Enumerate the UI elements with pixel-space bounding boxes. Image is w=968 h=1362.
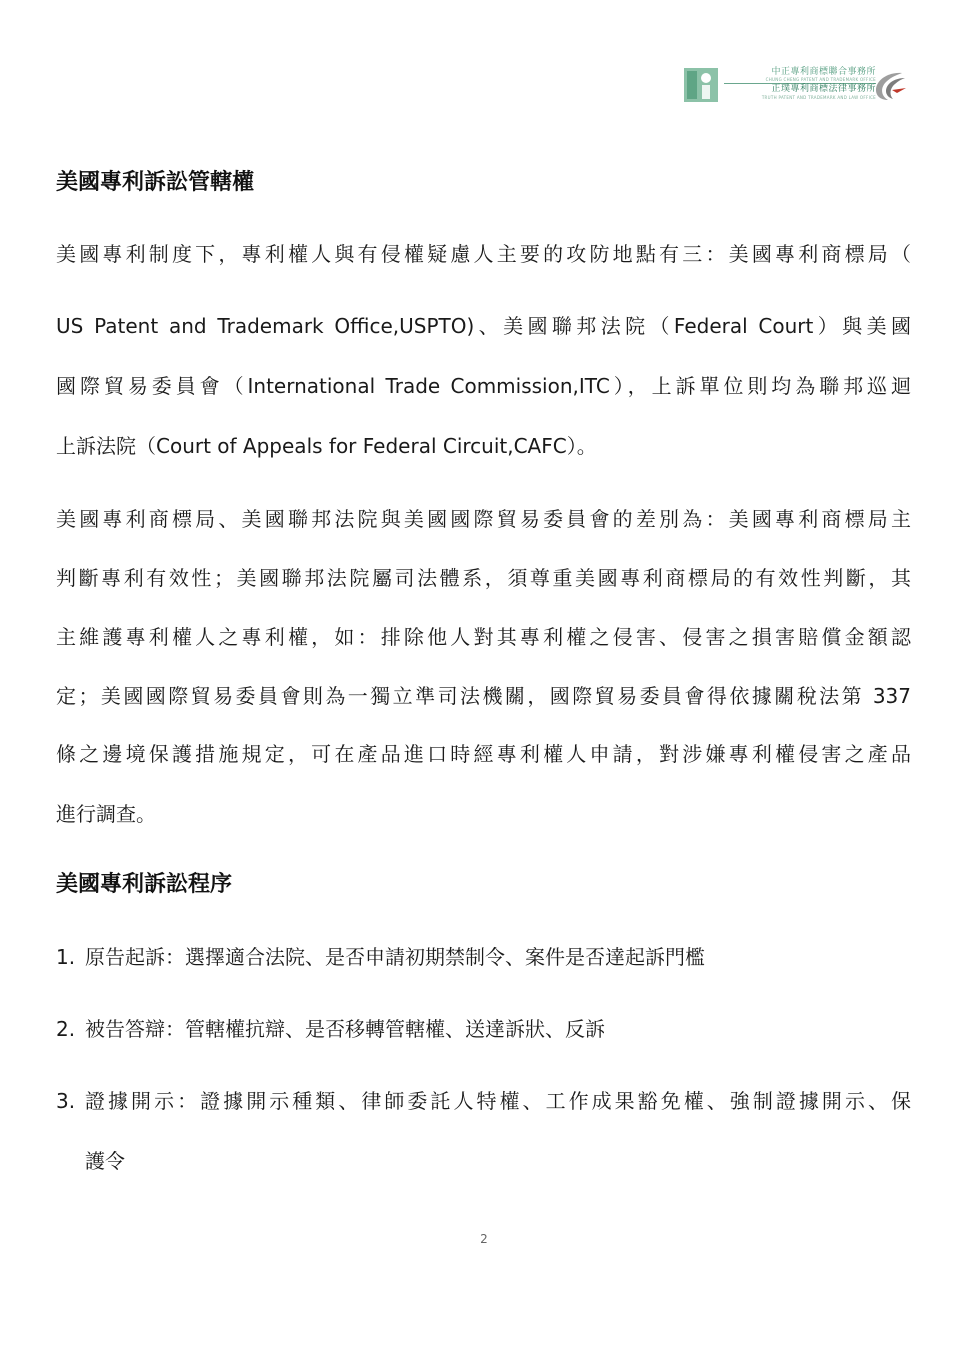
logo-swoosh-icon xyxy=(872,70,908,102)
paragraph-line: 判斷專利有效性；美國聯邦法院屬司法體系，須尊重美國專利商標局的有效性判斷，其 xyxy=(56,566,911,590)
section-heading-procedure: 美國專利訴訟程序 xyxy=(56,872,233,897)
paragraph-line: 國際貿易委員會（International Trade Commission,ITC），上訴單位則均為聯邦巡迴 xyxy=(56,374,911,398)
paragraph-line: 條之邊境保護措施規定，可在產品進口時經專利權人申請，對涉嫌專利權侵害之產品 xyxy=(56,742,911,766)
paragraph-line: US Patent and Trademark Office,USPTO)、美國聯邦法院（Federal Court）與美國 xyxy=(56,314,911,338)
logo-emblem-icon xyxy=(684,68,718,102)
logo-name-2-en: TRUTH PATENT AND TRADEMARK AND LAW OFFICE xyxy=(761,95,876,100)
paragraph-line: 主維護專利權人之專利權，如：排除他人對其專利權之侵害、侵害之損害賠償金額認 xyxy=(56,625,911,649)
paragraph-line: 美國專利制度下，專利權人與有侵權疑慮人主要的攻防地點有三：美國專利商標局（ xyxy=(56,242,911,266)
paragraph-line: 進行調查。 xyxy=(56,802,156,826)
section-heading-jurisdiction: 美國專利訴訟管轄權 xyxy=(56,170,255,195)
list-item-number: 1. xyxy=(56,945,76,969)
page-number: 2 xyxy=(480,1232,488,1246)
logo-name-1-en: CHUNG CHENG PATENT AND TRADEMARK OFFICE xyxy=(765,77,876,82)
paragraph-line: 美國專利商標局、美國聯邦法院與美國國際貿易委員會的差別為：美國專利商標局主 xyxy=(56,507,911,531)
list-item-text-continued: 護令 xyxy=(85,1149,125,1173)
firm-logo xyxy=(684,66,910,104)
list-item-text: 證據開示：證據開示種類、律師委託人特權、工作成果豁免權、強制證據開示、保 xyxy=(85,1089,911,1113)
logo-wordmark xyxy=(724,66,876,104)
list-item-text: 原告起訴：選擇適合法院、是否申請初期禁制令、案件是否達起訴門檻 xyxy=(85,945,705,969)
list-item-number: 2. xyxy=(56,1017,76,1041)
logo-name-1: 中正專利商標聯合事務所 xyxy=(771,67,876,77)
list-item-number: 3. xyxy=(56,1089,76,1113)
logo-name-2: 正璞專利商標法律事務所 xyxy=(771,84,876,94)
paragraph-line: 定；美國國際貿易委員會則為一獨立準司法機關，國際貿易委員會得依據關稅法第 337 xyxy=(56,684,911,708)
list-item-text: 被告答辯：管轄權抗辯、是否移轉管轄權、送達訴狀、反訴 xyxy=(85,1017,605,1041)
paragraph-line: 上訴法院（Court of Appeals for Federal Circuit,CAFC）。 xyxy=(56,434,597,458)
